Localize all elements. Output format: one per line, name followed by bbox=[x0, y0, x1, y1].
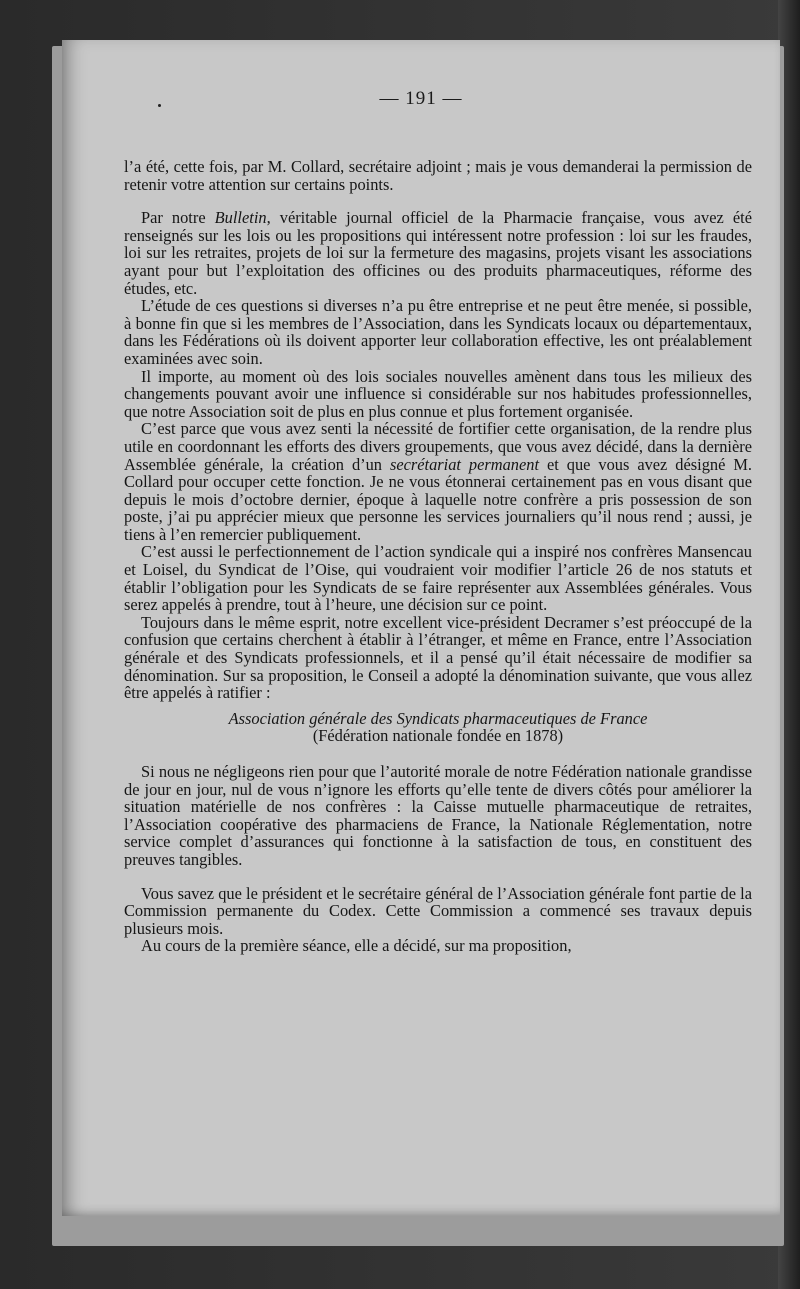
paragraph: Toujours dans le même esprit, notre excellent vice-président Decramer s’est préoccupé de la confusion que certains cherchent à établir à l’étranger, et même en France, entre l’Association générale et des Syndicats professionnels, et il a pensé qu’il était nécessaire de modifier sa dénomination. Sur sa proposition, le Conseil a adopté la dénomination suivante, que vous allez être appelés à ratifier : bbox=[124, 612, 752, 703]
page-number: — 191 — bbox=[379, 88, 463, 109]
paragraph: Il importe, au moment où des lois sociales nouvelles amènent dans tous les milieux des changements pouvant avoir une influence si considérable sur nos habitudes professionnelles, que notre Association soit de plus en plus connue et plus fortement organisée. bbox=[124, 366, 752, 421]
paragraph: C’est aussi le perfectionnement de l’action syndicale qui a inspiré nos confrères Mansencau et Loisel, du Syndicat de l’Oise, qui voudraient voir modifier l’article 26 de nos statuts et établir l’obligation pour les Syndicats de se faire représenter aux Assemblées générales. Vous serez appelés à prendre, tout à l’heure, une décision sur ce point. bbox=[124, 542, 752, 615]
italic-run: Bulletin bbox=[214, 208, 267, 228]
paragraph: l’a été, cette fois, par M. Collard, secrétaire adjoint ; mais je vous demanderai la permission de retenir votre attention sur certains points. bbox=[124, 157, 752, 194]
paragraph: L’étude de ces questions si diverses n’a pu être entreprise et ne peut être menée, si possible, à bonne fin que si les membres de l’Association, dans les Syndicats locaux ou départementaux, dans les Fédérations où ils doivent apporter leur collaboration effective, les ont préalablement examinées avec soin. bbox=[124, 296, 752, 368]
body-text bbox=[124, 158, 752, 955]
text-run: C’est parce que vous avez senti la nécessité de fortifier cette organisation, de la rendre plus utile en coordonnant les efforts des divers groupements, que vous avez décidé, dans la dernière Assemblée générale, la création d’un bbox=[124, 419, 752, 474]
paragraph: Si nous ne négligeons rien pour que l’autorité morale de notre Fédération nationale grandisse de jour en jour, nul de vous n’ignore les efforts qu’elle tente de divers côtés pour améliorer la situation matérielle de nos confrères : la Caisse mutuelle pharmaceutique de retraites, l’Association coopérative des pharmaciens de France, la Nationale Réglementation, notre service complet d’assurances qui fonctionne à la satisfaction de tous, en constituent des preuves tangibles. bbox=[124, 762, 752, 869]
text-run: Par notre bbox=[141, 208, 215, 228]
text-run: et que vous avez désigné M. Collard pour occuper cette fonction. Je ne vous étonnerai certainement pas en vous disant que depuis le mois d’octobre dernier, époque à laquelle notre confrère a pris possession de son poste, j’ai pu apprécier mieux que personne les services journaliers qu’il nous rend ; aussi, je tiens à l’en remercier publiquement. bbox=[124, 454, 752, 544]
paragraph bbox=[124, 209, 752, 297]
paragraph bbox=[124, 420, 752, 543]
denomination-title: Association générale des Syndicats pharmaceutiques de France bbox=[228, 708, 648, 728]
denomination-subtitle: (Fédération nationale fondée en 1878) bbox=[312, 726, 564, 746]
text-run: , véritable journal officiel de la Pharmacie française, vous avez été renseignés sur les lois ou les propositions qui intéressent notre profession : loi sur les fraudes, loi sur les retraites, projets de loi sur la fermeture des magasins, projets visant les associations ayant pour but l’exploitation des officines ou des produits pharmaceutiques, réforme des études, etc. bbox=[124, 208, 752, 298]
paragraph: Vous savez que le président et le secrétaire général de l’Association générale font partie de la Commission permanente du Codex. Cette Commission a commencé ses travaux depuis plusieurs mois. bbox=[124, 883, 752, 938]
paragraph: Au cours de la première séance, elle a décidé, sur ma proposition, bbox=[141, 936, 572, 956]
italic-run: secrétariat permanent bbox=[389, 454, 540, 474]
